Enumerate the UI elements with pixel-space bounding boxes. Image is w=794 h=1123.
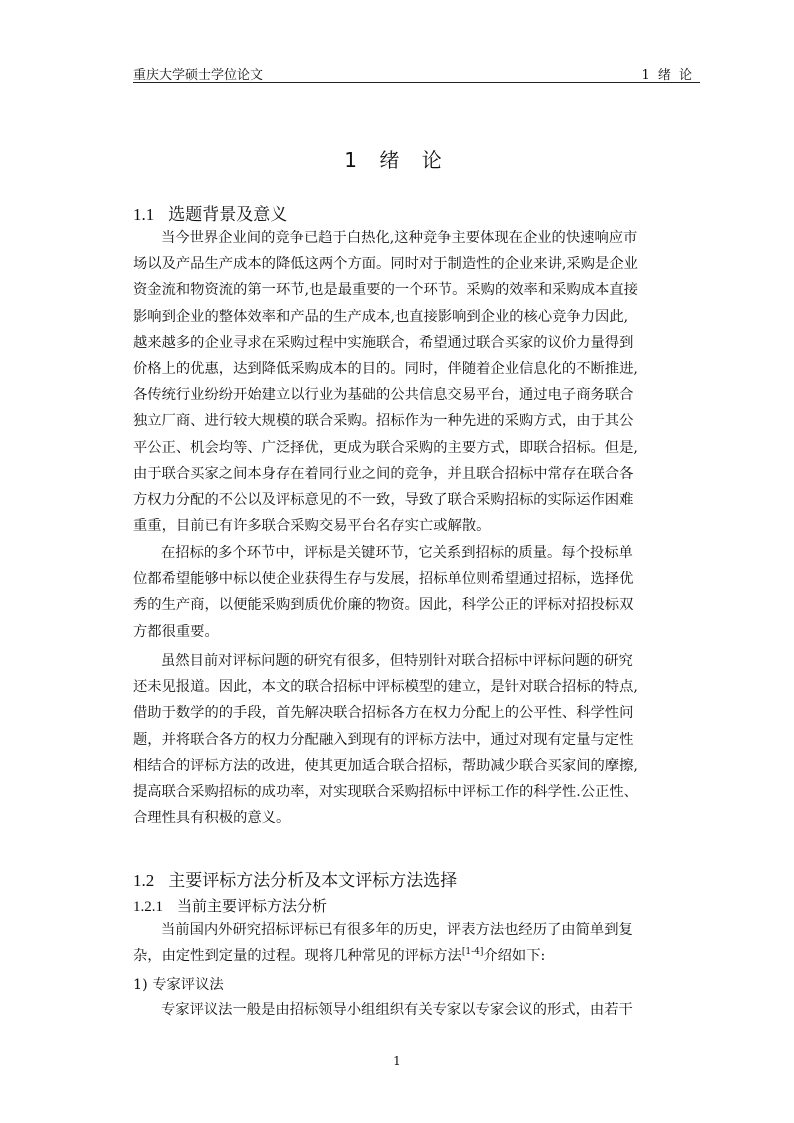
text-line: 位都希望能够中标以使企业获得生存与发展，招标单位则希望通过招标，选择优	[133, 571, 634, 588]
chapter-title: 1 绪 论	[344, 148, 450, 172]
text-line: 场以及产品生产成本的降低这两个方面。同时对于制造性的企业来讲,采购是企业	[133, 256, 638, 273]
text-line: 题，并将联合各方的权力分配融入到现有的评标方法中，通过对现有定量与定性	[133, 731, 634, 748]
text-line: 秀的生产商，以便能采购到质优价廉的物资。因此，科学公正的评标对招投标双	[133, 597, 634, 614]
paragraph	[133, 225, 700, 539]
text-run: 介绍如下:	[483, 948, 546, 965]
paragraph	[133, 997, 700, 1023]
paragraph	[133, 917, 700, 969]
text-line: 资金流和物资流的第一环节,也是最重要的一个环节。采购的效率和采购成本直接	[133, 282, 638, 299]
text-line: 借助于数学的的手段，首先解决联合招标各方在权力分配上的公平性、科学性问	[133, 705, 634, 722]
text-line: 影响到企业的整体效率和产品的生产成本,也直接影响到企业的核心竞争力因此,	[133, 308, 629, 325]
section-title: 主要评标方法分析及本文评标方法选择	[168, 871, 458, 891]
text-line: 合理性具有积极的意义。	[133, 810, 291, 827]
running-header	[133, 62, 700, 82]
section-1-1-heading	[133, 200, 287, 225]
text-line: 价格上的优惠，达到降低采购成本的目的。同时，伴随着企业信息化的不断推进,	[133, 360, 638, 377]
text-line: 提高联合采购招标的成功率，对实现联合采购招标中评标工作的科学性.公正性、	[133, 783, 638, 800]
header-rule	[133, 82, 700, 83]
text-line: 当前国内外研究招标评标已有很多年的历史，评表方法也经历了由简单到复	[161, 922, 633, 938]
text-line: 相结合的评标方法的改进，使其更加适合联合招标，帮助减少联合买家间的摩擦,	[133, 757, 638, 774]
paragraph	[133, 648, 700, 831]
text-line: 还未见报道。因此，本文的联合招标中评标模型的建立，是针对联合招标的特点,	[133, 679, 638, 696]
page-number: 1	[393, 1054, 401, 1068]
text-line	[133, 943, 700, 969]
section-title: 当前主要评标方法分析	[177, 897, 328, 915]
text-line: 在招标的多个环节中，评标是关键环节，它关系到招标的质量。每个投标单	[161, 545, 633, 561]
section-1-2-heading	[133, 866, 457, 891]
citation-ref[interactable]: [1-4]	[461, 947, 484, 958]
text-line: 专家评议法一般是由招标领导小组组织有关专家以专家会议的形式，由若干	[161, 1002, 633, 1018]
paragraph	[133, 540, 700, 645]
text-line: 虽然目前对评标问题的研究有很多，但特别针对联合招标中评标问题的研究	[161, 653, 633, 669]
text-line: 越来越多的企业寻求在采购过程中实施联合，希望通过联合买家的议价力量得到	[133, 334, 634, 351]
text-run: 杂，由定性到定量的过程。现将几种常见的评标方法	[133, 948, 462, 965]
text-line: 由于联合买家之间本身存在着同行业之间的竞争，并且联合招标中常存在联合各	[133, 465, 634, 482]
header-thesis-title: 重庆大学硕士学位论文	[133, 68, 264, 83]
section-number: 1.2.1	[133, 899, 163, 915]
text-line: 平公正、机会均等、广泛择优，更成为联合采购的主要方式，即联合招标。但是,	[133, 439, 638, 456]
text-line: 方权力分配的不公以及评标意见的不一致，导致了联合采购招标的实际运作困难	[133, 491, 634, 508]
section-number: 1.2	[133, 871, 155, 890]
text-line: 方都很重要。	[133, 623, 219, 640]
text-line: 重重，目前已有许多联合采购交易平台名存实亡或解散。	[133, 518, 491, 535]
header-chapter-title: 1 绪 论	[641, 68, 692, 83]
list-item: 1) 专家评议法	[133, 977, 224, 993]
section-number: 1.1	[133, 205, 155, 224]
text-line: 独立厂商、进行较大规模的联合采购。招标作为一种先进的采购方式，由于其公	[133, 413, 634, 430]
text-line: 各传统行业纷纷开始建立以行业为基础的公共信息交易平台，通过电子商务联合	[133, 387, 634, 404]
section-title: 选题背景及意义	[168, 205, 288, 225]
text-line: 当今世界企业间的竞争已趋于白热化,这种竞争主要体现在企业的快速响应市	[161, 230, 638, 246]
section-1-2-1-heading	[133, 895, 327, 916]
